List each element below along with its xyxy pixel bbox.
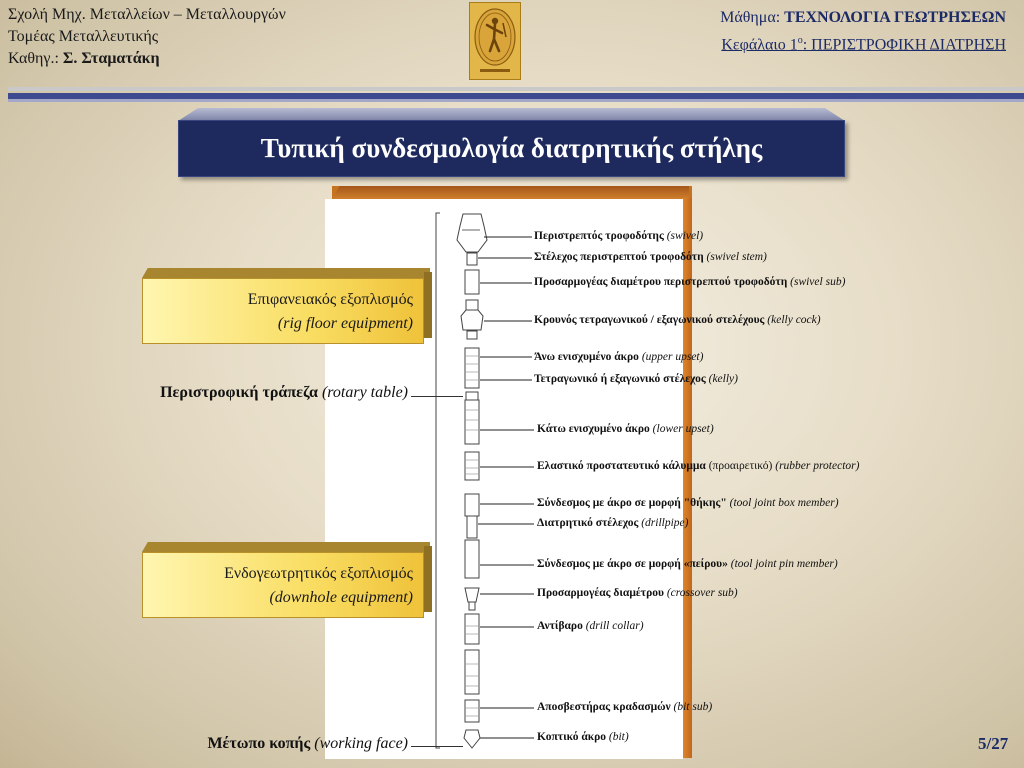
swivel-stem-shape bbox=[467, 253, 477, 265]
label-swivel: Περιστρεπτός τροφοδότης (swivel) bbox=[534, 230, 704, 242]
course-prefix: Μάθημα: bbox=[720, 9, 781, 26]
label-swivel-stem: Στέλεχος περιστρεπτού τροφοδότη (swivel stem) bbox=[534, 251, 767, 263]
drill-collar-shape bbox=[465, 614, 479, 644]
lower-upset-shape bbox=[465, 400, 479, 444]
callout-downhole-bevel bbox=[142, 542, 430, 552]
label-tool-joint-pin: Σύνδεσμος με άκρο σε μορφή «πείρου» (tool joint pin member) bbox=[537, 558, 838, 570]
downhole-greek: Ενδογεωτρητικός εξοπλισμός bbox=[224, 565, 413, 582]
bit-shape bbox=[464, 730, 480, 748]
label-lower-upset: Κάτω ενισχυμένο άκρο (lower upset) bbox=[537, 423, 714, 435]
working-face-leader bbox=[411, 746, 463, 747]
label-upper-upset: Άνω ενισχυμένο άκρο (upper upset) bbox=[534, 351, 704, 363]
label-tool-joint-box: Σύνδεσμος με άκρο σε μορφή "θήκης" (tool joint box member) bbox=[537, 497, 839, 509]
label-kelly-cock: Κρουνός τετραγωνικού / εξαγωνικού στελέχους (kelly cock) bbox=[534, 314, 821, 326]
rubber-protector-shape bbox=[465, 452, 479, 480]
rotary-table-label: Περιστροφική τράπεζα (rotary table) bbox=[160, 384, 408, 401]
tool-joint-pin-shape bbox=[465, 540, 479, 578]
downhole-english: (downhole equipment) bbox=[269, 589, 413, 606]
slide-title: Τυπική συνδεσμολογία διατρητικής στήλης bbox=[260, 133, 763, 163]
chapter-prefix: Κεφάλαιο 1 bbox=[721, 36, 798, 54]
kelly-cock-shape bbox=[461, 310, 483, 330]
department-name: Τομέας Μεταλλευτικής bbox=[8, 28, 159, 45]
callout-rig-floor bbox=[142, 278, 424, 344]
course-name: ΤΕΧΝΟΛΟΓΙΑ ΓΕΩΤΡΗΣΕΩΝ bbox=[784, 9, 1006, 26]
tool-joint-box-shape bbox=[465, 494, 479, 516]
leader-lines bbox=[478, 237, 534, 738]
label-drill-collar: Αντίβαρο (drill collar) bbox=[537, 620, 644, 632]
callout-rig-floor-side bbox=[424, 272, 432, 338]
professor-name: Σ. Σταματάκη bbox=[62, 50, 160, 67]
kelly-shape bbox=[465, 348, 479, 388]
chapter-name: : ΠΕΡΙΣΤΡΟΦΙΚΗ ΔΙΑΤΡΗΣΗ bbox=[802, 36, 1006, 54]
rig-floor-english: (rig floor equipment) bbox=[277, 315, 413, 332]
label-drillpipe: Διατρητικό στέλεχος (drillpipe) bbox=[537, 517, 689, 529]
rig-floor-greek: Επιφανειακός εξοπλισμός bbox=[247, 291, 413, 308]
school-name: Σχολή Μηχ. Μεταλλείων – Μεταλλουργών bbox=[8, 6, 286, 23]
label-swivel-sub: Προσαρμογέας διαμέτρου περιστρεπτού τροφοδότη (swivel sub) bbox=[534, 276, 846, 288]
rotary-table-leader bbox=[411, 396, 463, 397]
diagram-bracket bbox=[436, 213, 440, 748]
label-kelly: Τετραγωνικό ή εξαγωνικό στέλεχος (kelly) bbox=[534, 373, 738, 385]
callout-downhole bbox=[142, 552, 424, 618]
drillpipe-shape bbox=[467, 516, 477, 538]
working-face-label: Μέτωπο κοπής (working face) bbox=[207, 735, 408, 752]
swivel-sub-shape bbox=[465, 270, 479, 294]
crossover-sub-shape bbox=[465, 588, 479, 602]
label-bit-sub: Αποσβεστήρας κραδασμών (bit sub) bbox=[537, 701, 713, 713]
professor-prefix: Καθηγ.: bbox=[8, 50, 59, 67]
label-crossover-sub: Προσαρμογέας διαμέτρου (crossover sub) bbox=[537, 587, 738, 599]
label-rubber-protector: Ελαστικό προστατευτικό κάλυμμα (προαιρετικό) (rubber protector) bbox=[537, 460, 860, 472]
page-number: 5/27 bbox=[978, 734, 1009, 753]
swivel-shape bbox=[457, 214, 487, 252]
chapter-superscript: ο bbox=[797, 35, 803, 46]
bit-sub-shape bbox=[465, 700, 479, 722]
callout-downhole-side bbox=[424, 546, 432, 612]
label-bit: Κοπτικό άκρο (bit) bbox=[537, 731, 629, 743]
callout-rig-floor-bevel bbox=[142, 268, 430, 278]
